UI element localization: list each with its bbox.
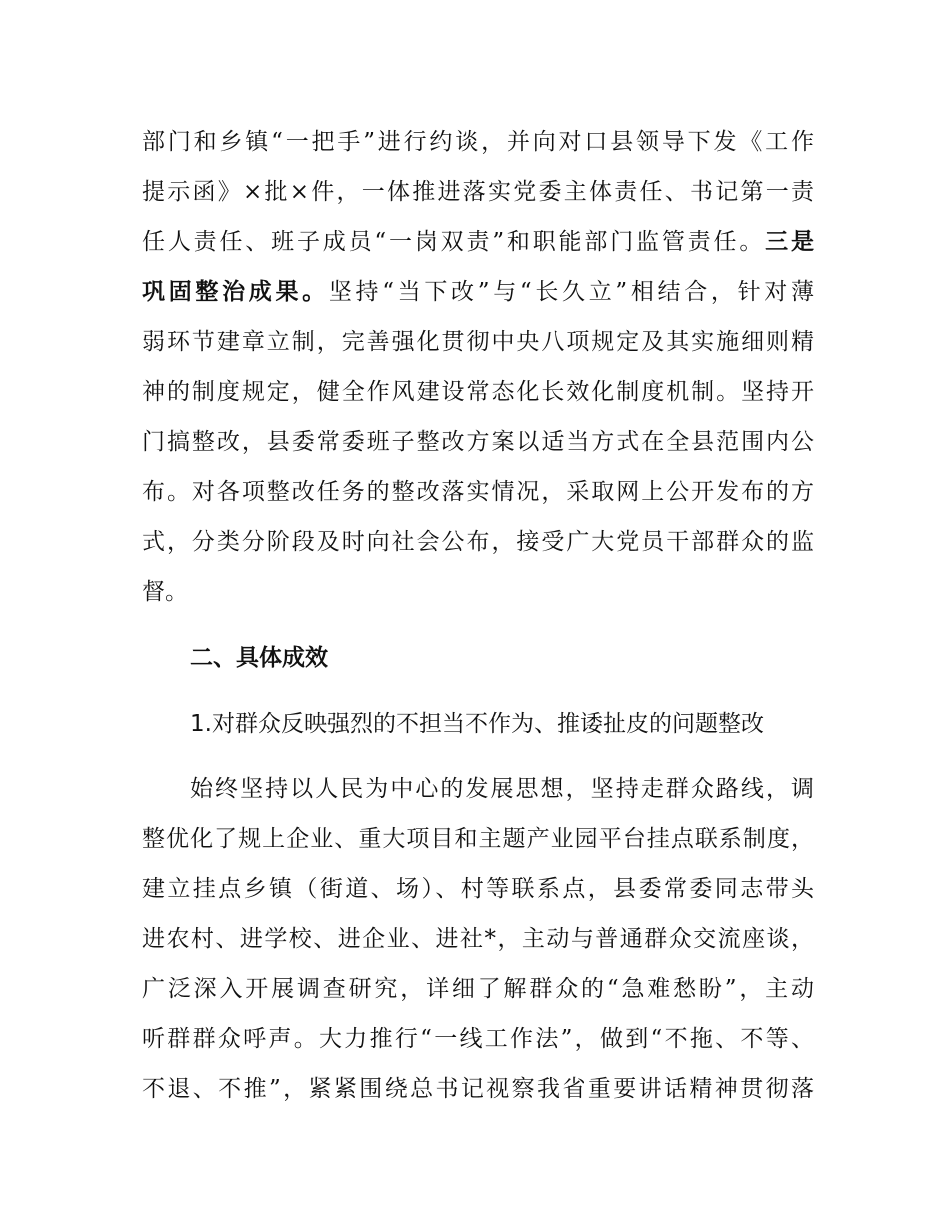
paragraph-line: 不退、不推”，紧紧围绕总书记视察我省重要讲话精神贯彻落 — [142, 1076, 814, 1102]
paragraph-text: 任人责任、班子成员“一岗双责”和职能部门监管责任。 — [142, 229, 766, 255]
section-heading: 二、具体成效 — [190, 645, 328, 671]
bold-lead-text: 三是 — [765, 229, 814, 255]
paragraph-line: 布。对各项整改任务的整改落实情况，采取网上公开发布的方 — [142, 479, 814, 505]
paragraph-line: 建立挂点乡镇（街道、场）、村等联系点，县委常委同志带头 — [142, 876, 814, 902]
paragraph-line: 整优化了规上企业、重大项目和主题产业园平台挂点联系制度， — [142, 826, 814, 852]
paragraph-text: 坚持“当下改”与“长久立”相结合，针对薄 — [328, 279, 814, 305]
paragraph-line — [142, 274, 814, 310]
paragraph-line: 神的制度规定，健全作风建设常态化长效化制度机制。坚持开 — [142, 379, 814, 405]
paragraph-line: 广泛深入开展调查研究，详细了解群众的“急难愁盼”，主动 — [142, 976, 814, 1002]
paragraph-line: 进农村、进学校、进企业、进社*，主动与普通群众交流座谈， — [142, 926, 814, 952]
bold-section-title: 巩固整治成果。 — [142, 279, 329, 305]
paragraph-line: 提示函》×批×件，一体推进落实党委主体责任、书记第一责 — [142, 179, 814, 205]
paragraph-line — [142, 224, 814, 260]
paragraph-line: 听群群众呼声。大力推行“一线工作法”，做到“不拖、不等、 — [142, 1026, 814, 1052]
paragraph-line: 始终坚持以人民为中心的发展思想，坚持走群众路线，调 — [190, 776, 814, 802]
paragraph-line: 部门和乡镇“一把手”进行约谈，并向对口县领导下发《工作 — [142, 129, 814, 155]
paragraph-line: 督。 — [142, 579, 188, 605]
subsection-heading: 1.对群众反映强烈的不担当不作为、推诿扯皮的问题整改 — [190, 711, 764, 737]
paragraph-line: 弱环节建章立制，完善强化贯彻中央八项规定及其实施细则精 — [142, 329, 814, 355]
paragraph-line: 式，分类分阶段及时向社会公布，接受广大党员干部群众的监 — [142, 529, 814, 555]
paragraph-line: 门搞整改，县委常委班子整改方案以适当方式在全县范围内公 — [142, 429, 814, 455]
